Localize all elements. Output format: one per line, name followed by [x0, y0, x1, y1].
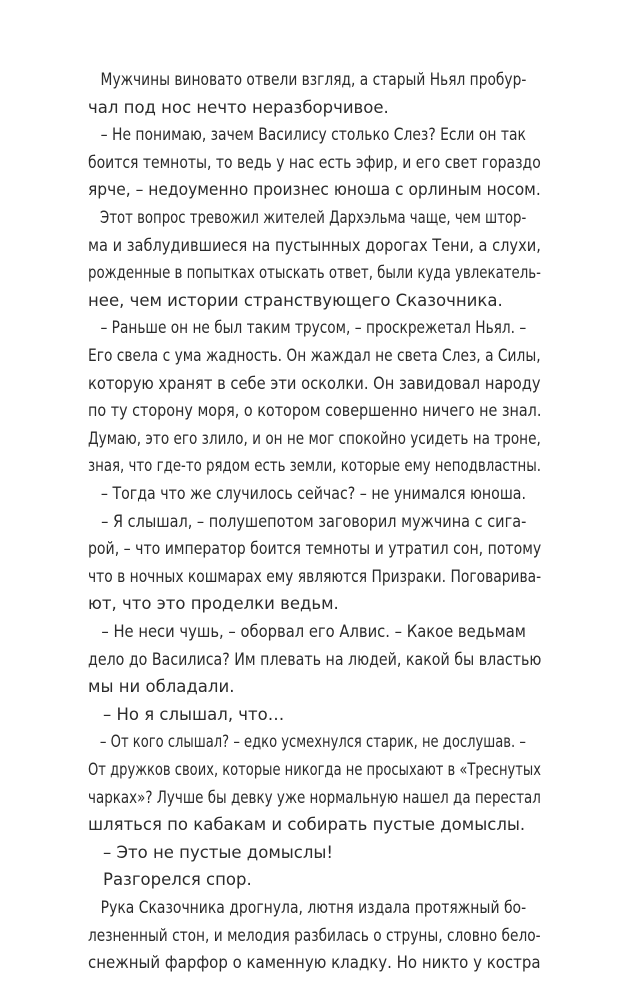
text-line: Разгорелся спор.: [103, 870, 252, 890]
text-line: Мужчины виновато отвели взгляд, а старый Ньял пробур-: [100, 70, 527, 89]
text-line: – Тогда что же случилось сейчас? – не унимался юноша.: [100, 484, 527, 503]
text-line: – Я слышал, – полушепотом заговорил мужчина с сига-: [101, 511, 527, 531]
text-line: нее, чем истории странствующего Сказочника.: [88, 290, 503, 310]
text-line: – От кого слышал? – едко усмехнулся старик, не дослушав. –: [99, 732, 526, 752]
text-line: мы ни обладали.: [88, 677, 235, 697]
text-line: Рука Сказочника дрогнула, лютня издала протяжный бо-: [100, 898, 527, 917]
text-line: лезненный стон, и мелодия разбилась о струны, словно бело-: [88, 925, 541, 945]
text-line: Думаю, это его злило, и он не мог спокойно усидеть на троне,: [88, 428, 541, 448]
text-line: – Не понимаю, зачем Василису столько Слез? Если он так: [100, 125, 526, 145]
text-line: рожденные в попытках отыскать ответ, были куда увлекатель-: [88, 263, 541, 283]
text-line: по ту сторону моря, о котором совершенно ничего не знал.: [88, 401, 542, 421]
text-line: От дружков своих, которые никогда не просыхают в «Треснутых: [88, 760, 541, 779]
text-line: Этот вопрос тревожил жителей Дархэльма чаще, чем штор-: [100, 208, 527, 227]
text-line: зная, что где-то рядом есть земли, которые ему неподвластны.: [88, 456, 542, 476]
text-line: что в ночных кошмарах ему являются Призраки. Поговарива-: [88, 566, 542, 586]
text-line: которую хранят в себе эти осколки. Он завидовал народу: [88, 373, 541, 393]
text-line: шляться по кабакам и собирать пустые домыслы.: [88, 815, 526, 835]
text-line: ма и заблудившиеся на пустынных дорогах Тени, а слухи,: [88, 235, 541, 255]
text-line: дело до Василиса? Им плевать на людей, какой бы властью: [88, 649, 542, 669]
text-line: ярче, – недоуменно произнес юноша с орлиным носом.: [88, 180, 541, 200]
text-line: чал под нос нечто неразборчивое.: [88, 97, 389, 117]
text-line: – Это не пустые домыслы!: [103, 842, 334, 862]
text-line: Его свела с ума жадность. Он жаждал не света Слез, а Силы,: [88, 346, 541, 365]
text-line: снежный фарфор о каменную кладку. Но никто у костра: [88, 953, 541, 973]
text-line: чарках»? Лучше бы девку уже нормальную нашел да перестал: [88, 787, 541, 807]
text-line: – Но я слышал, что…: [103, 704, 285, 724]
text-line: ют, что это проделки ведьм.: [88, 594, 339, 614]
text-line: боится темноты, то ведь у нас есть эфир, и его свет гораздо: [88, 152, 541, 172]
text-line: – Не неси чушь, – оборвал его Алвис. – Какое ведьмам: [101, 622, 526, 641]
text-line: – Раньше он не был таким трусом, – проскрежетал Ньял. –: [100, 318, 527, 338]
text-line: рой, – что император боится темноты и утратил сон, потому: [88, 539, 542, 559]
